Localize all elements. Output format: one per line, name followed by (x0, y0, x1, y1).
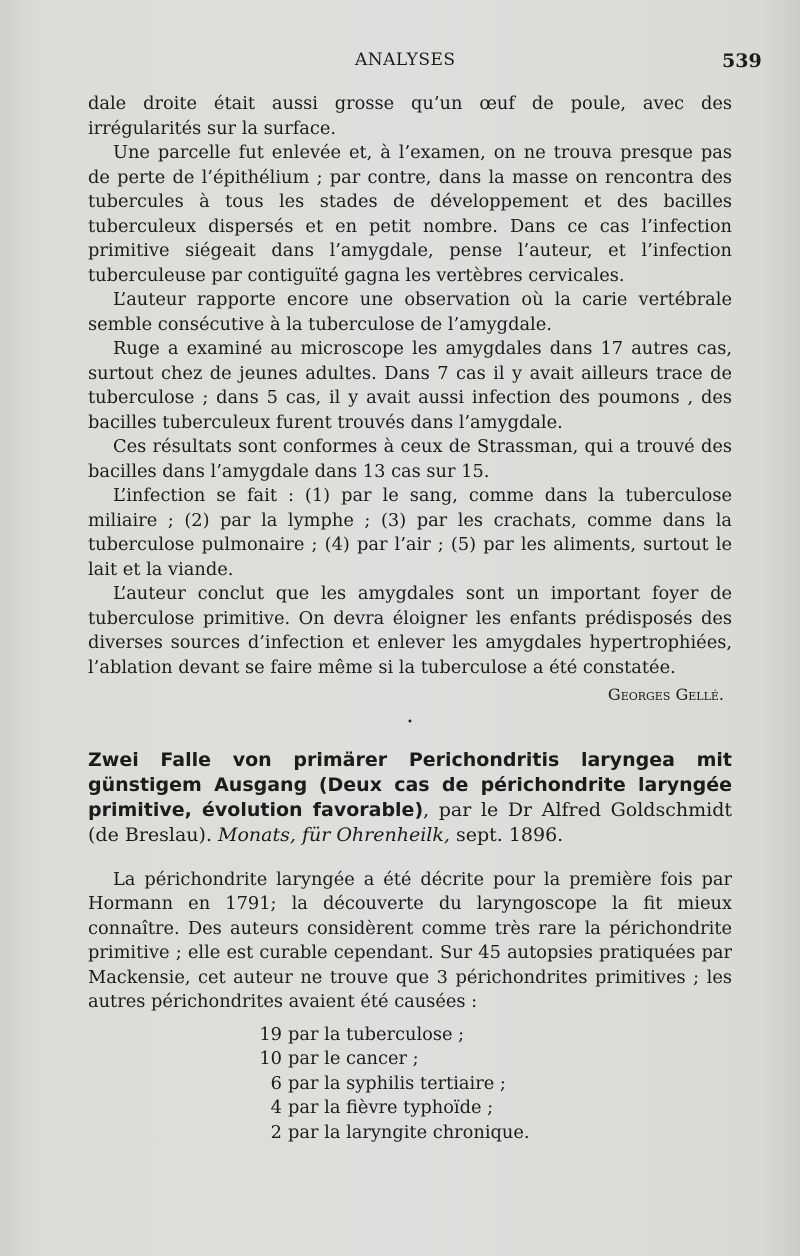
list-item (258, 1072, 732, 1097)
author-signature: Georges Gellé. (607, 685, 724, 704)
list-item (258, 1121, 732, 1146)
paragraph-continued: dale droite était aussi grosse qu’un œuf de poule, avec des irrégularités sur la surface. (88, 93, 732, 139)
review-body (88, 868, 732, 1146)
paragraph: L’infection se fait : (1) par le sang, comme dans la tuberculose miliaire ; (2) par la lymphe ; (3) par les crachats, comme dans la tuberculose pulmonaire ; (4) par l’air ; (5) par les aliments, surtout le lait et la viande. (88, 485, 732, 580)
review-title-german: Zwei Falle von primärer Perichondritis laryngea mit günstigem Ausgang (88, 748, 732, 796)
paragraph: L’auteur conclut que les amygdales sont un important foyer de tuberculose primitive. On devra éloigner les enfants prédisposés des diverses sources d’infection et enlever les amygdales hypertrophiées, l’ablation devant se faire même si la tuberculose a été constatée. (88, 583, 732, 678)
list-item (258, 1023, 732, 1048)
article-body (88, 92, 732, 1145)
cause-label: par la tuberculose ; (288, 1023, 465, 1045)
cause-label: par le cancer ; (288, 1048, 419, 1069)
cause-label: par la syphilis tertiaire ; (288, 1072, 506, 1094)
cause-count: 4 (270, 1097, 282, 1118)
review-author: , par le Dr Alfred Goldschmidt (de Breslau). (88, 798, 732, 846)
cause-count: 10 (259, 1048, 282, 1069)
cause-label: par la laryngite chronique. (288, 1121, 530, 1143)
cause-count: 2 (270, 1121, 282, 1143)
review-date: sept. 1896. (449, 823, 564, 846)
review-title-french: (Deux cas de périchondrite laryngée primitive, évolution favorable) (88, 773, 732, 821)
review-heading (88, 748, 732, 848)
section-separator: • (407, 716, 413, 728)
page-number: 539 (722, 50, 762, 72)
list-item (258, 1096, 732, 1121)
cause-count: 6 (270, 1072, 282, 1094)
running-head: ANALYSES (355, 50, 456, 70)
review-journal: Monats, für Ohrenheilk, (218, 823, 450, 846)
page-header (0, 50, 800, 84)
paragraph: Ruge a examiné au microscope les amygdales dans 17 autres cas, surtout chez de jeunes adultes. Dans 7 cas il y avait ailleurs trace de tuberculose ; dans 5 cas, il y avait aussi infection des poumons , des bacilles tuberculeux furent trouvés dans l’amygdale. (88, 338, 732, 433)
cause-statistics-list (88, 1023, 732, 1146)
list-item (258, 1047, 732, 1072)
cause-label: par la fièvre typhoïde ; (288, 1097, 494, 1118)
paragraph: Ces résultats sont conformes à ceux de Strassman, qui a trouvé des bacilles dans l’amygdale dans 13 cas sur 15. (88, 436, 732, 482)
cause-count: 19 (259, 1023, 282, 1045)
paragraph: Une parcelle fut enlevée et, à l’examen, on ne trouva presque pas de perte de l’épithélium ; par contre, dans la masse on rencontra des tubercules à tous les stades de développement et des bacilles tuberculeux dispersés et en petit nombre. Dans ce cas l’infection primitive siégeait dans l’amygdale, pense l’auteur, et l’infection tuberculeuse par contiguïté gagna les vertèbres cervicales. (88, 142, 732, 286)
paragraph: L’auteur rapporte encore une observation où la carie vertébrale semble consécutive à la tuberculose de l’amygdale. (88, 289, 732, 335)
review-paragraph: La périchondrite laryngée a été décrite pour la première fois par Hormann en 1791; la découverte du laryngoscope la fit mieux connaître. Des auteurs considèrent comme très rare la périchondrite primitive ; elle est curable cependant. Sur 45 autopsies pratiquées par Mackensie, cet auteur ne trouve que 3 périchondrites primitives ; les autres périchondrites avaient été causées : (88, 868, 732, 1012)
